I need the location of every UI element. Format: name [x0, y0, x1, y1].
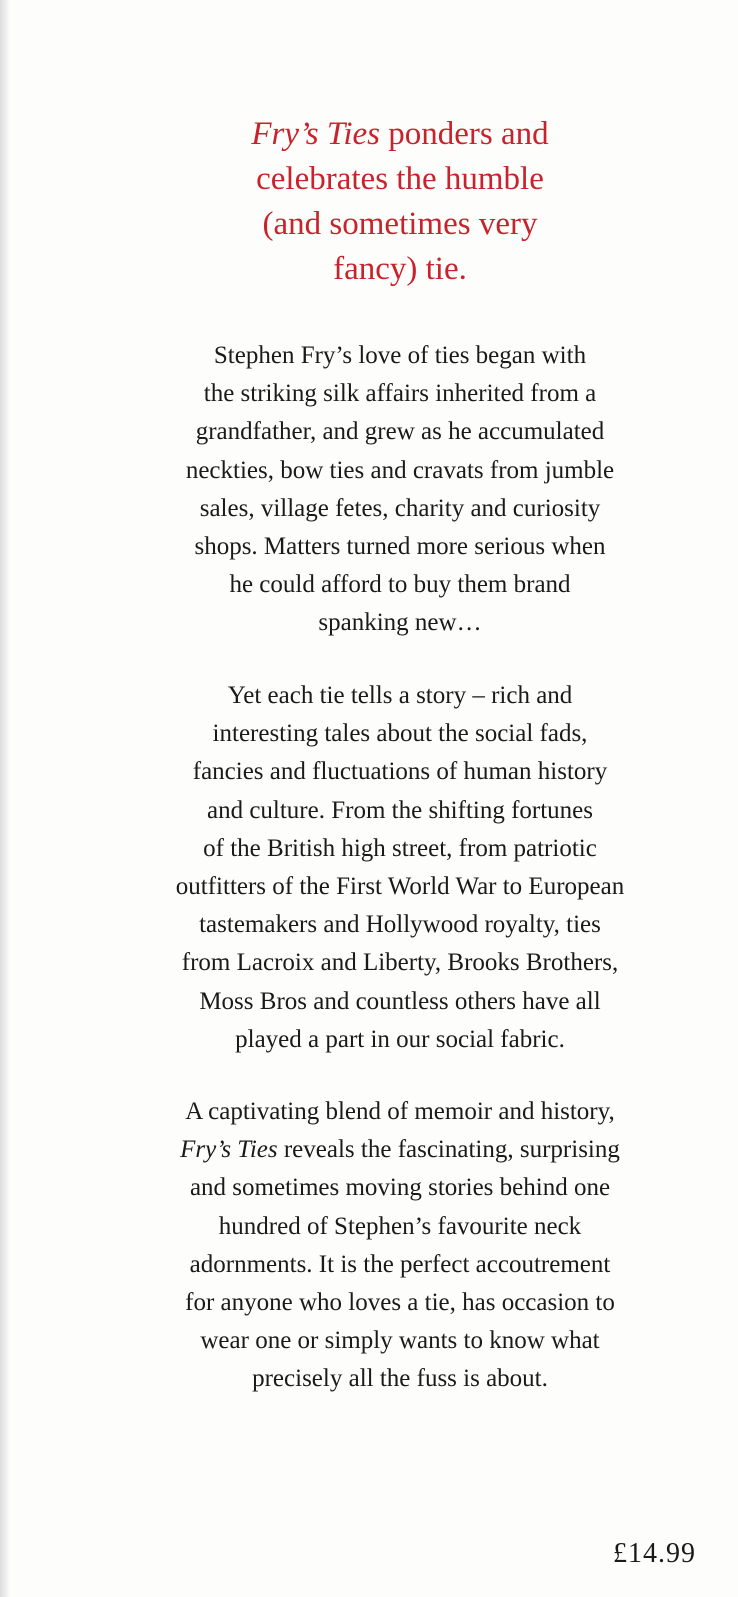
book-title-italic: Fry’s Ties — [180, 1136, 278, 1164]
paragraph-line: shops. Matters turned more serious when — [194, 533, 606, 561]
paragraph-line: sales, village fetes, charity and curiosity — [199, 494, 601, 522]
paragraph-line: for anyone who loves a tie, has occasion to — [185, 1289, 615, 1317]
headline-line-1 — [150, 112, 650, 157]
paragraph-line: outfitters of the First World War to European — [175, 873, 625, 901]
paragraph-summary — [110, 1093, 690, 1399]
book-title-italic: Fry’s Ties — [251, 116, 381, 152]
headline-line-2: celebrates the humble — [256, 161, 544, 197]
paragraph-line: Moss Bros and countless others have all — [199, 987, 601, 1015]
paragraph-line: tastemakers and Hollywood royalty, ties — [199, 911, 601, 939]
paragraph-line: he could afford to buy them brand — [229, 571, 571, 599]
headline-line-3: (and sometimes very — [262, 206, 538, 242]
price-label: £14.99 — [613, 1538, 696, 1569]
paragraph-line: fancies and fluctuations of human history — [192, 758, 608, 786]
paragraph-line: Stephen Fry’s love of ties began with — [213, 342, 587, 369]
paragraph-line: neckties, bow ties and cravats from jumble — [185, 456, 615, 484]
headline-line-1-rest: ponders and — [380, 116, 549, 152]
paragraph-line: wear one or simply wants to know what — [200, 1327, 600, 1355]
paragraph-line: Yet each tie tells a story – rich and — [227, 682, 573, 709]
paragraph-line: adornments. It is the perfect accoutrement — [189, 1250, 611, 1278]
paragraph-line-rest: reveals the fascinating, surprising — [277, 1136, 620, 1164]
paragraph-line: from Lacroix and Liberty, Brooks Brothers, — [181, 949, 619, 977]
paragraph-line: and culture. From the shifting fortunes — [206, 796, 594, 824]
headline-line-4: fancy) tie. — [333, 251, 467, 287]
paragraph-line: interesting tales about the social fads, — [212, 720, 588, 748]
paragraph-line: spanking new… — [318, 609, 482, 637]
paragraph-line: hundred of Stephen’s favourite neck — [218, 1212, 582, 1240]
paragraph-line — [110, 1131, 690, 1169]
paragraph-origin-story — [110, 337, 690, 643]
paragraph-line: the striking silk affairs inherited from a — [203, 380, 597, 408]
headline — [150, 112, 650, 292]
paragraph-line: and sometimes moving stories behind one — [189, 1174, 611, 1202]
paragraph-line: played a part in our social fabric. — [235, 1025, 565, 1053]
paragraph-line: A captivating blend of memoir and history, — [185, 1098, 615, 1125]
paragraph-line: grandfather, and grew as he accumulated — [195, 418, 605, 446]
paragraph-line: of the British high street, from patriotic — [203, 834, 597, 862]
paragraph-tie-stories — [110, 677, 690, 1059]
paragraph-line: precisely all the fuss is about. — [252, 1365, 548, 1393]
